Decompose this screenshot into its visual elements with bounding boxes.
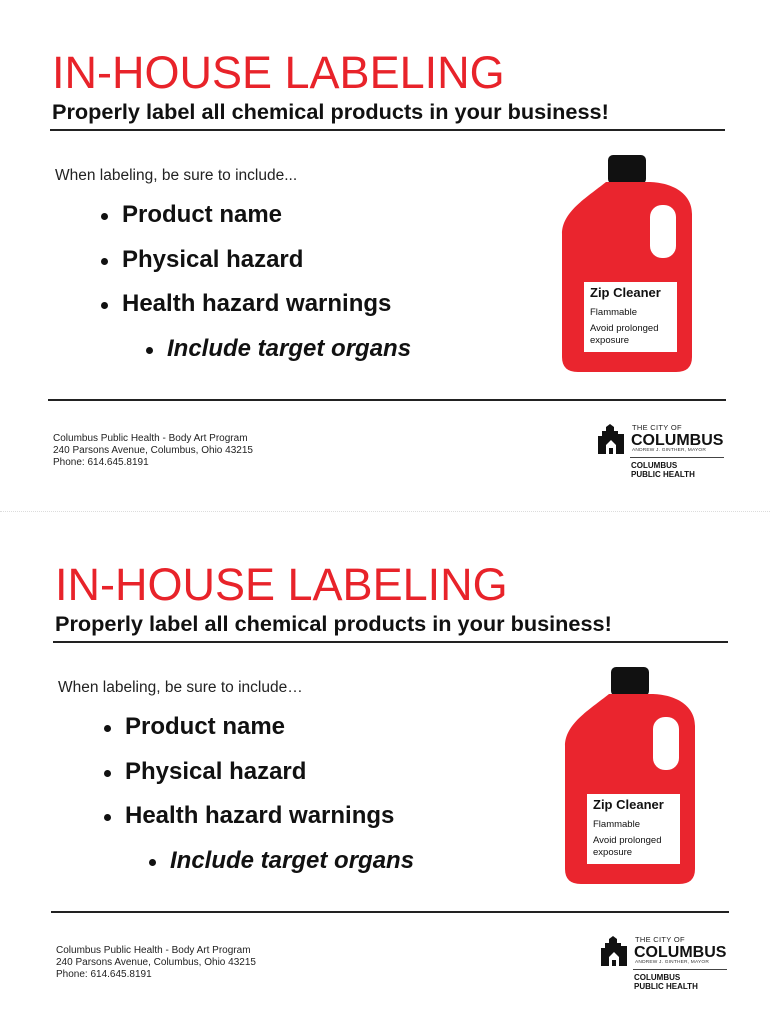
footer-divider	[51, 911, 729, 913]
list-item-label: Health hazard warnings	[122, 290, 392, 317]
list-item-label: Product name	[125, 713, 286, 740]
health-warning: Avoid prolonged exposure	[593, 835, 662, 858]
bullet-icon	[101, 302, 108, 309]
page-subtitle: Properly label all chemical products in your business!	[52, 99, 609, 124]
logo-divider	[630, 457, 724, 458]
footer-contact	[53, 433, 253, 469]
product-name: Zip Cleaner	[593, 797, 664, 812]
logo-divider	[633, 969, 727, 970]
logo-city-name: COLUMBUS	[631, 432, 724, 449]
logo-dept-line1: COLUMBUS	[631, 461, 678, 470]
list-item-label: Product name	[122, 201, 283, 228]
logo-dept-line1: COLUMBUS	[634, 973, 681, 982]
bottle-label	[587, 794, 680, 864]
bullet-icon	[101, 213, 108, 220]
intro-text: When labeling, be sure to include...	[55, 167, 298, 184]
health-warning: Avoid prolonged exposure	[590, 323, 659, 346]
page-subtitle: Properly label all chemical products in your business!	[55, 611, 612, 636]
labeling-card-1	[0, 0, 740, 510]
labeling-card-2	[3, 512, 743, 1022]
logo-mayor: ANDREW J. GINTHER, MAYOR	[632, 448, 707, 453]
logo-mayor: ANDREW J. GINTHER, MAYOR	[635, 960, 710, 965]
columbus-logo	[601, 934, 733, 996]
list-item	[101, 715, 461, 741]
footer-program: Columbus Public Health - Body Art Program	[56, 945, 251, 956]
bottle-label	[584, 282, 677, 352]
footer-address: 240 Parsons Avenue, Columbus, Ohio 43215	[53, 445, 253, 456]
bullet-icon	[146, 347, 153, 354]
bullet-icon	[101, 258, 108, 265]
list-item-label: Health hazard warnings	[125, 802, 395, 829]
list-item	[98, 248, 458, 274]
physical-hazard: Flammable	[593, 819, 640, 830]
city-skyline-icon	[601, 936, 627, 966]
footer-phone: Phone: 614.645.8191	[56, 969, 152, 980]
footer-address: 240 Parsons Avenue, Columbus, Ohio 43215	[56, 957, 256, 968]
footer-contact	[56, 945, 256, 981]
footer-phone: Phone: 614.645.8191	[53, 457, 149, 468]
logo-city-name: COLUMBUS	[634, 944, 727, 961]
header-divider	[50, 129, 725, 131]
sub-list-item	[143, 337, 503, 363]
sub-list-item	[146, 849, 506, 875]
bullet-icon	[104, 770, 111, 777]
list-item	[98, 292, 458, 318]
list-item-label: Physical hazard	[125, 758, 307, 785]
columbus-logo	[598, 422, 730, 484]
footer-program: Columbus Public Health - Body Art Program	[53, 433, 248, 444]
footer-divider	[48, 399, 726, 401]
sub-list-item-label: Include target organs	[167, 335, 412, 362]
list-item	[101, 760, 461, 786]
header-divider	[53, 641, 728, 643]
list-item	[101, 804, 461, 830]
bullet-icon	[149, 859, 156, 866]
logo-dept-line2: PUBLIC HEALTH	[631, 470, 695, 479]
logo-city-of: THE CITY OF	[632, 423, 682, 432]
bullet-icon	[104, 814, 111, 821]
intro-text: When labeling, be sure to include…	[58, 679, 303, 696]
page-title: IN-HOUSE LABELING	[55, 559, 508, 610]
bullet-icon	[104, 725, 111, 732]
logo-dept-line2: PUBLIC HEALTH	[634, 982, 698, 991]
logo-city-of: THE CITY OF	[635, 935, 685, 944]
list-item	[98, 203, 458, 229]
list-item-label: Physical hazard	[122, 246, 304, 273]
product-name: Zip Cleaner	[590, 285, 661, 300]
sub-list-item-label: Include target organs	[170, 847, 415, 874]
city-skyline-icon	[598, 424, 624, 454]
page-title: IN-HOUSE LABELING	[52, 47, 505, 98]
physical-hazard: Flammable	[590, 307, 637, 318]
